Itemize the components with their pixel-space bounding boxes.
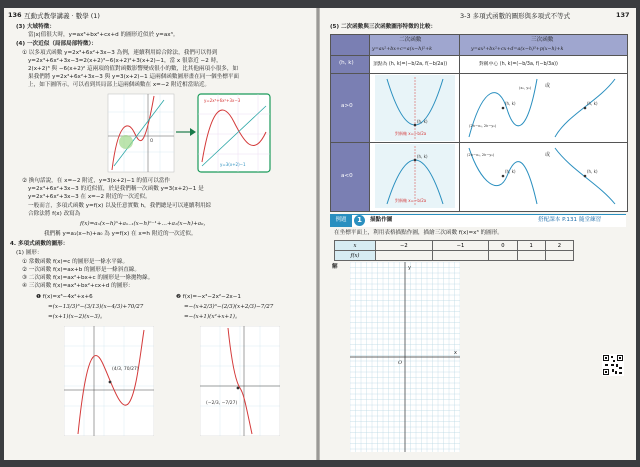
text-line: 上，如下圖所示，可以看到其局部上這兩個函數在 x=−2 附近相當貼近。 — [28, 82, 211, 88]
point-label: (2h−x₀, 2k−y₀) — [469, 124, 497, 128]
table-head-cell: 0 — [489, 241, 517, 251]
text-line: 一般而言，多項式函數 y=f(x) 以及任意實數 h，我們總是可以連續利用綜 — [28, 203, 212, 209]
example-number: 1 — [354, 215, 365, 226]
right-page — [320, 8, 636, 460]
left-page-number: 136 — [8, 11, 22, 19]
table-cell — [432, 251, 489, 261]
example-1-line: =(x+1)(x−2)(x−3)。 — [48, 314, 106, 320]
vertex-desc: 頂點為 (h, k)=(−b/2a, f(−b/2a)) — [373, 62, 448, 67]
text-line: 當|x|值很大時，y=ax³+bx²+cx+d 的圖形近似於 y=ax³。 — [28, 32, 179, 38]
example-header — [330, 214, 626, 227]
text-line: ③ 二次函數 f(x)=ax²+bx+c 的圖形是一條拋物線。 — [22, 275, 154, 281]
text-line: 果我們將 y=2x³+6x²+3x−3 與 y=3(x+2)−1 這兩個函數圖形畫在同一個坐標平面 — [28, 74, 240, 80]
table-head-cell: x — [335, 241, 376, 251]
or-label: 或 — [545, 152, 551, 158]
linear-label: y=3(x+2)−1 — [220, 162, 246, 167]
vertex-label: (h, k) — [417, 119, 428, 124]
text-line: y=2x³+6x²+3x−3 的近似值，於是我們稱一次函數 y=3(x+2)−1 是 — [28, 186, 204, 192]
answer-grid — [350, 262, 460, 452]
example-2-line: =−(x+2/3)³−(2/3)(x+2/3)−7/27 — [184, 304, 274, 310]
example-1-title: ❶ f(x)=x³−4x²+x+6 — [36, 294, 93, 300]
cubic-positive-graphs — [463, 75, 623, 141]
poly-curve-label: y=2x³+6x²+3x−3 — [204, 98, 241, 103]
table-cell — [545, 251, 573, 261]
grid-y-label: y — [408, 265, 411, 271]
right-page-header: 3-3 多項式函數的圖形與多項式不等式 — [460, 12, 571, 20]
formula-line: f(x)=aₙ(x−h)ⁿ+aₙ₋₁(x−h)ⁿ⁻¹+…+a₁(x−h)+a₀， — [80, 221, 209, 227]
center-label: (h, k) — [587, 169, 598, 174]
text-line: 2(x+2)³ 與 −6(x+2)² 這兩項的值對函數影響變成很小的數，比其他兩項小很多，如 — [28, 66, 239, 72]
table-row-label: f(x) — [335, 251, 376, 261]
or-label: 或 — [545, 83, 551, 89]
grid-origin: O — [398, 360, 403, 366]
text-line: y=2x³+6x²+3x−3=2(x+2)³−6(x+2)²+3(x+2)−1，當 x 很靠近 −2 時， — [28, 58, 222, 64]
table-head-cell: −2 — [376, 241, 433, 251]
axis-label: 對稱軸 x=−b/2a — [395, 131, 427, 136]
table-head-cell: 2 — [545, 241, 573, 251]
book-spread — [4, 8, 636, 460]
point-label: (x₀, y₀) — [519, 86, 532, 90]
text-line: ② 一次函數 f(x)=ax+b 的圖形是一條斜直線。 — [22, 267, 140, 273]
text-line: 我們稱 y=a₁(x−h)+a₀ 為 y=f(x) 在 x=h 附近的一次近似。 — [44, 231, 197, 237]
row-a-positive: a>0 — [341, 103, 353, 109]
text-line: ② 換句話說，在 x=−2 附近，y=3(x+2)−1 的值可以當作 — [22, 178, 170, 184]
grid-x-label: x — [454, 350, 457, 356]
table-cell — [517, 251, 545, 261]
origin-label: O — [150, 138, 154, 143]
text-line: ① 以多項式函數 y=2x³+6x²+3x−3 為例，連續利用綜合除法，我們可以得到 — [22, 50, 218, 56]
col-quadratic-eq: y=ax²+bx+c=a(x−h)²+k — [372, 47, 433, 52]
text-line: ④ 三次函數 f(x)=ax³+bx²+cx+d 的圖形： — [22, 283, 134, 289]
example-1-line: =(x−13/3)³−(3/13)(x−4/3)+70/27 — [48, 304, 144, 310]
quadratic-up-graph — [375, 75, 455, 141]
col-cubic-eq: y=ax³+bx²+cx+d=a(x−h)³+p(x−h)+k — [471, 47, 564, 52]
answer-mark: 解 — [332, 264, 338, 270]
left-page — [4, 8, 316, 460]
example-title: 描點作圖 — [370, 217, 393, 223]
table-head-cell: −1 — [432, 241, 489, 251]
left-page-header: 互動式教學講義 · 數學 (1) — [24, 12, 100, 20]
example-2-title: ❷ f(x)=−x³−2x²−2x−1 — [176, 294, 241, 300]
cubic-negative-graphs — [463, 144, 623, 208]
qr-code[interactable] — [602, 354, 624, 376]
text-line: 4. 多項式函數的圖形： — [10, 241, 69, 247]
cubic-graph-1 — [64, 326, 154, 436]
table-cell — [489, 251, 517, 261]
center-label: (h, k) — [505, 169, 516, 174]
inflection-point-label: (4/3, 70/27) — [112, 367, 139, 372]
linear-approx-figure — [104, 92, 274, 176]
cubic-graph-2 — [200, 326, 280, 436]
row-a-negative: a<0 — [341, 173, 353, 179]
vertex-label: (h, k) — [417, 154, 428, 159]
table-head-cell: 1 — [517, 241, 545, 251]
row-hk: (h, k) — [339, 60, 354, 66]
example-ref: 搭配課本 P.131 隨堂練習 — [538, 217, 602, 223]
values-table — [334, 240, 574, 261]
text-line: y=2x³+6x²+3x−3 在 x=−2 附近的一次近似。 — [28, 194, 151, 200]
quadratic-down-graph — [375, 144, 455, 208]
center-label: (h, k) — [505, 101, 516, 106]
comparison-title: (5) 二次函數與三次函數圖形特徵的比較： — [330, 24, 437, 30]
text-line: ① 常數函數 f(x)=c 的圖形是一條水平線。 — [22, 259, 129, 265]
col-cubic: 三次函數 — [531, 37, 554, 43]
symmetry-center-desc: 對稱中心 (h, k)=(−b/3a, f(−b/3a)) — [479, 62, 558, 67]
text-line: (1) 圖形： — [16, 250, 43, 256]
example-badge: 例題 — [330, 214, 352, 227]
inflection-point-label: (−2/3, −7/27) — [206, 401, 238, 406]
text-line: (4) 一次近似（局部局部特徵）： — [16, 41, 97, 47]
text-line: (3) 大域特徵： — [16, 24, 55, 30]
point-label: (2h−x₀, 2k−y₀) — [467, 153, 495, 157]
right-page-number: 137 — [616, 11, 630, 19]
example-text: 在坐標平面上，利用表格描點作圖，描繪三次函數 f(x)=x³ 的圖形。 — [334, 230, 503, 236]
col-quadratic: 二次函數 — [399, 37, 422, 43]
text-line: 合除法將 f(x) 改寫為 — [28, 211, 81, 217]
center-label: (h, k) — [587, 101, 598, 106]
axis-label: 對稱軸 x=−b/2a — [395, 198, 427, 203]
table-cell — [376, 251, 433, 261]
example-2-line: =−(x+1)(x²+x+1)。 — [184, 314, 241, 320]
comparison-table — [330, 34, 628, 212]
